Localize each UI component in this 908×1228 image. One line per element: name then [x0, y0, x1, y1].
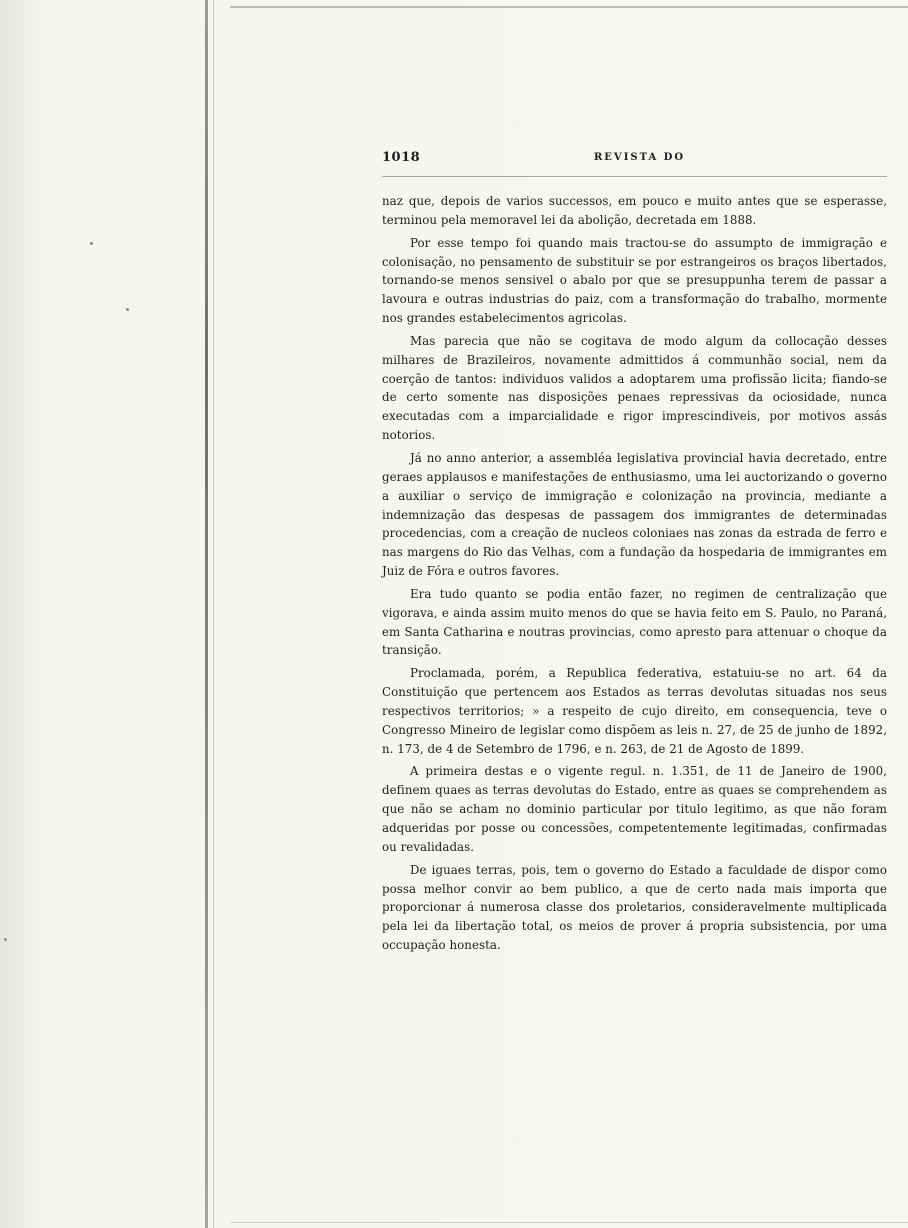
scan-speck — [90, 242, 93, 245]
scan-speck — [4, 938, 7, 941]
paragraph: Já no anno anterior, a assembléa legislativa provincial havia decretado, entre geraes applausos e manifestações de enthusiasmo, uma lei auctorizando o governo a auxiliar o serviço de immigração e colonização na provincia, mediante a indemnização das despesas de passagem dos immigrantes de determinadas procedencias, com a creação de nucleos coloniaes nas zonas da estrada de ferro e nas margens do Rio das Velhas, com a fundação da hospedaria de immigrantes em Juiz de Fóra e outros favores. — [382, 450, 887, 579]
scan-speck — [126, 308, 129, 311]
paragraph: Proclamada, porém, a Republica federativa, estatuiu-se no art. 64 da Constituição que pertencem aos Estados as terras devolutas situadas nos seus respectivos territorios; » a respeito de cujo direito, em consequencia, teve o Congresso Mineiro de legislar como dispõem as leis n. 27, de 25 de junho de 1892, n. 173, de 4 de Setembro de 1796, e n. 263, de 21 de Agosto de 1899. — [382, 666, 887, 756]
page-header — [382, 150, 887, 172]
paragraph: A primeira destas e o vigente regul. n. 1.351, de 11 de Janeiro de 1900, definem quaes as terras devolutas do Estado, entre as quaes se comprehendem as que não se acham no dominio particular por titulo legitimo, as que não foram adqueridas por posse ou concessões, competentemente legitimadas, confirmadas ou revalidadas. — [382, 764, 887, 854]
body-text — [382, 192, 887, 959]
page-number: 1018 — [382, 150, 421, 165]
bottom-edge-rule — [230, 1222, 908, 1223]
binding-gutter-line-secondary — [213, 0, 214, 1228]
paragraph: Era tudo quanto se podia então fazer, no regimen de centralização que vigorava, e ainda assim muito menos do que se havia feito em S. Paulo, no Paraná, em Santa Catharina e noutras provincias, como apresto para attenuar o choque da transição. — [382, 586, 887, 658]
top-edge-rule — [230, 6, 908, 8]
binding-gutter-line — [205, 0, 208, 1228]
paragraph: Mas parecia que não se cogitava de modo algum da collocação desses milhares de Brazileiros, novamente admittidos á communhão social, nem da coerção de tantos: individuos validos a adoptarem uma profissão licita; fiando-se de certo somente nas disposições penaes repressivas da ociosidade, nunca executadas com a imparcialidade e rigor imprescindiveis, por motivos assás notorios. — [382, 333, 887, 443]
paragraph: De iguaes terras, pois, tem o governo do Estado a faculdade de dispor como possa melhor convir ao bem publico, a que de certo nada mais importa que proporcionar á numerosa classe dos proletarios, consideravelmente multiplicada pela lei da libertação total, os meios de prover á propria subsistencia, por uma occupação honesta. — [382, 862, 887, 953]
paragraph: naz que, depois de varios successos, em pouco e muito antes que se esperasse, terminou pela memoravel lei da abolição, decretada em 1888. — [382, 194, 887, 227]
paragraph: Por esse tempo foi quando mais tractou-se do assumpto de immigração e colonisação, no pensamento de substituir se por estrangeiros os braços libertados, tornando-se menos sensivel o abalo por que se presuppunha terem de passar a lavoura e outras industrias do paiz, com a transformação do trabalho, mormente nos grandes estabelecimentos agricolas. — [382, 235, 887, 326]
running-title: REVISTA DO — [594, 152, 686, 163]
header-rule — [382, 176, 887, 177]
